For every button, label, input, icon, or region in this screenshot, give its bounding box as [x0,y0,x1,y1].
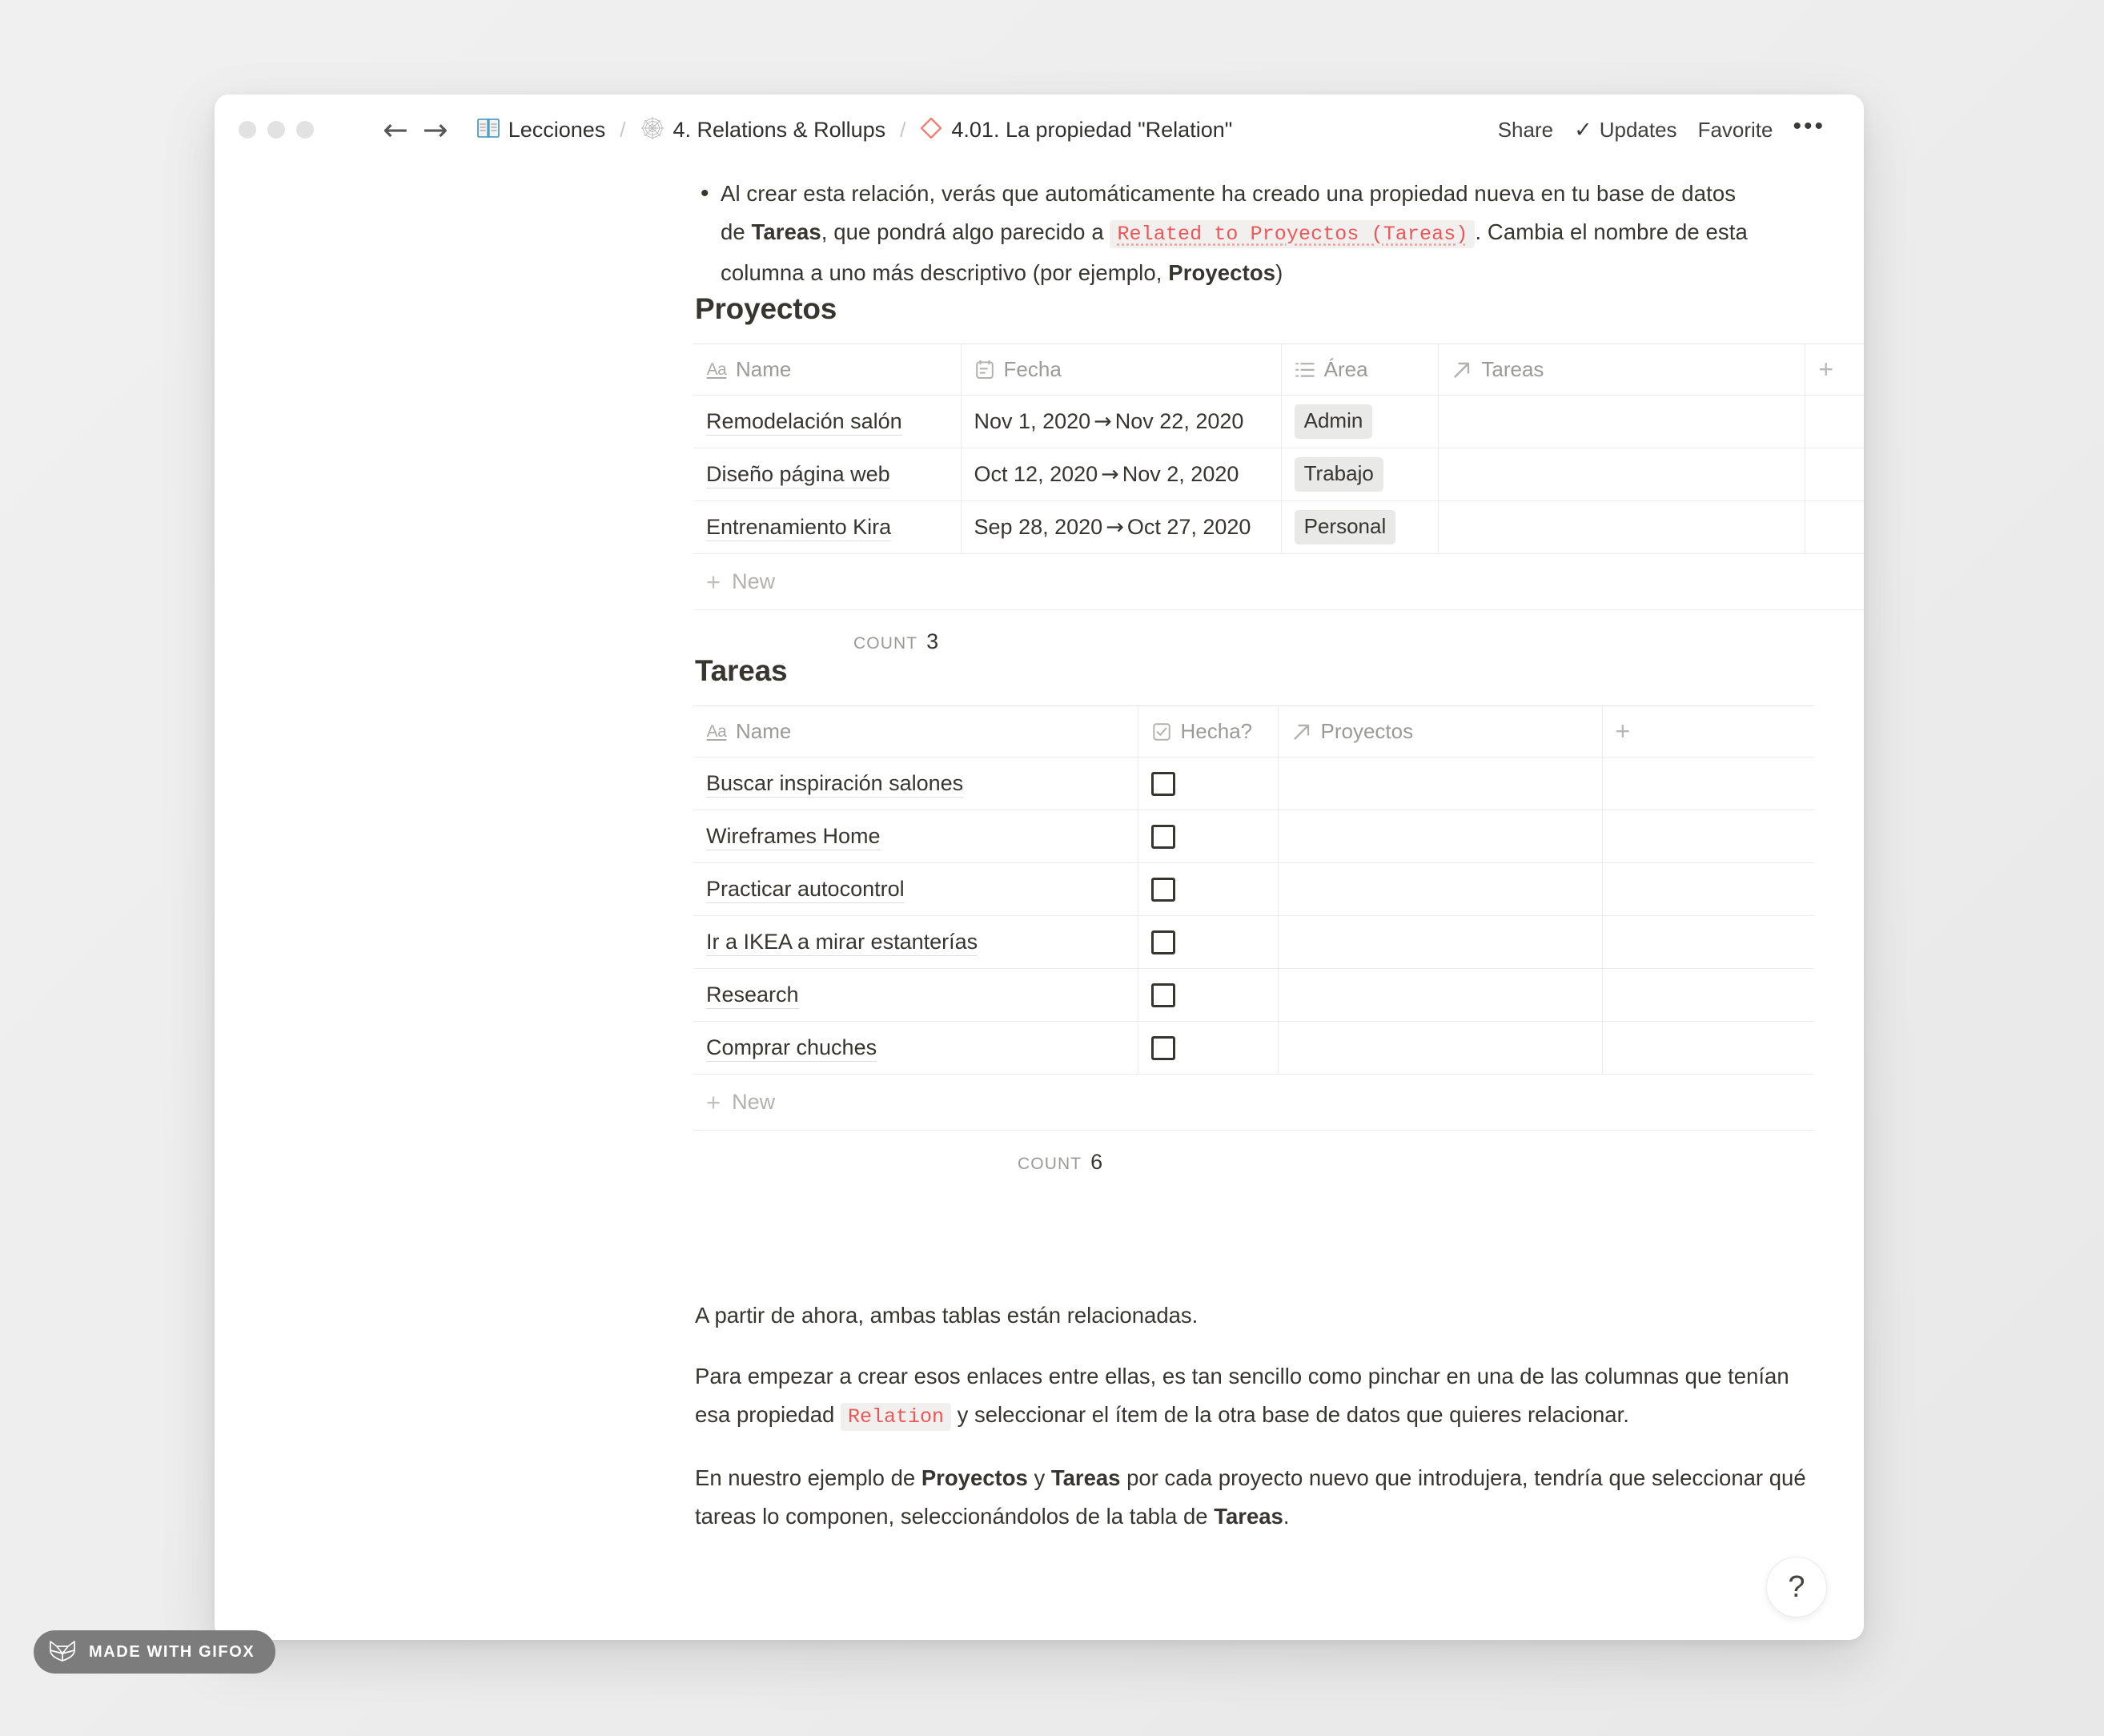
back-arrow-icon[interactable]: ← [383,112,408,147]
table-row[interactable] [693,501,1864,554]
date-end: Nov 2, 2020 [1122,462,1239,486]
cell-name[interactable] [693,969,1138,1022]
tareas-table [693,705,1814,1131]
checkbox-unchecked[interactable] [1151,983,1175,1007]
cell-name[interactable] [693,916,1138,969]
column-header-area[interactable] [1281,344,1439,396]
add-new-row-tareas[interactable] [693,1075,1814,1131]
plus-icon: + [706,568,721,596]
add-column-button-tareas[interactable] [1602,706,1814,757]
breadcrumb-separator-2: / [900,117,906,142]
breadcrumb [472,114,1238,147]
cell-tareas-relation[interactable] [1439,448,1805,501]
cell-spacer [1602,1022,1814,1075]
cell-spacer [1805,448,1864,501]
new-row-label: New [732,569,776,593]
bullet-item-text [721,175,1760,292]
paragraph-enlaces-part1: Para empezar a crear esos enlaces entre ellas, es tan sencillo como pinchar en una de las columnas que tenían esa propiedad [695,1364,1789,1427]
breadcrumb-item-relations-rollups[interactable] [636,114,891,147]
column-label-fecha: Fecha [1003,357,1062,381]
checkbox-unchecked[interactable] [1151,772,1175,796]
relation-arrow-icon [1452,360,1472,380]
paragraph-ejemplo-part3: por cada proyecto nuevo que introdujera, tendría que seleccionar qué tareas lo componen, seleccionándolos de la tabla de [695,1465,1806,1529]
column-header-name[interactable] [693,344,961,396]
row-title: Diseño página web [706,462,890,488]
cell-spacer [1805,501,1864,554]
checkbox-unchecked[interactable] [1151,825,1175,849]
cell-name[interactable] [693,1022,1138,1075]
table-row[interactable] [693,916,1814,969]
cell-proyectos-relation[interactable] [1278,863,1602,916]
tareas-table-body [693,757,1814,1131]
sidebar-toggle-icon[interactable] [333,125,363,135]
row-title: Research [706,983,799,1009]
bullet-list-item [695,175,1760,292]
bold-tareas-2: Tareas [1214,1504,1283,1529]
cell-name[interactable] [693,810,1138,863]
status-badge: Trabajo [1295,457,1383,492]
row-title: Remodelación salón [706,409,902,436]
help-button[interactable]: ? [1766,1557,1827,1617]
share-label: Share [1497,117,1554,142]
cell-area[interactable] [1281,501,1439,554]
cell-tareas-relation[interactable] [1439,396,1805,448]
updates-label: Updates [1599,117,1677,142]
breadcrumb-separator: / [620,117,626,142]
row-title: Ir a IKEA a mirar estanterías [706,930,978,956]
table-row[interactable] [693,396,1864,448]
cell-hecha[interactable] [1138,1022,1278,1075]
gifox-watermark [34,1630,275,1674]
fox-logo-icon [48,1638,77,1666]
database-proyectos [693,344,1864,654]
column-header-proyectos[interactable] [1278,706,1602,757]
cell-name[interactable] [693,448,961,501]
count-label: COUNT [853,634,918,653]
plus-icon: + [706,1088,721,1116]
cell-fecha[interactable] [961,448,1281,501]
status-badge: Personal [1295,510,1396,545]
header-actions [1488,110,1835,150]
bullet-marker: • [701,180,709,207]
calendar-icon [974,360,995,380]
breadcrumb-label-lecciones: Lecciones [508,117,606,142]
cell-area[interactable] [1281,396,1439,448]
bullet-text-part4: ) [1275,260,1283,285]
paragraph-enlaces [695,1357,1816,1437]
maximize-window-button[interactable] [296,121,314,139]
new-row-cell[interactable] [693,1075,1814,1131]
date-arrow: → [1094,409,1112,434]
inline-code-related-to: Related to Proyectos (Tareas) [1110,220,1475,248]
add-column-button-proyectos[interactable] [1805,344,1864,396]
proyectos-table-body [693,396,1864,610]
database-title-tareas: Tareas [695,654,788,687]
add-column-icon: + [1615,716,1631,745]
paragraph-relacionadas: A partir de ahora, ambas tablas están relacionadas. [695,1303,1199,1328]
check-icon: ✓ [1574,117,1592,143]
cell-spacer [1602,863,1814,916]
count-value: 3 [926,629,939,653]
cell-name[interactable] [693,863,1138,916]
database-tareas [693,705,1864,1175]
close-window-button[interactable] [239,121,256,139]
column-header-fecha[interactable] [961,344,1281,396]
checkbox-icon [1151,721,1172,742]
count-summary-tareas[interactable] [693,1131,1864,1175]
tareas-header-row [693,706,1814,757]
cell-spacer [1602,969,1814,1022]
breadcrumb-label-current-page: 4.01. La propiedad "Relation" [951,117,1233,142]
orange-diamond-icon [920,117,942,143]
updates-button[interactable] [1564,112,1687,148]
cell-fecha[interactable] [961,501,1281,554]
new-row-label: New [732,1090,776,1114]
new-row-cell[interactable] [693,554,1864,610]
count-summary-proyectos[interactable] [693,610,1864,654]
column-label-hecha: Hecha? [1180,719,1253,743]
checkbox-unchecked[interactable] [1151,878,1175,902]
paragraph-ejemplo-part4: . [1283,1504,1290,1529]
row-title: Buscar inspiración salones [706,771,963,798]
text-aa-icon: Aa [706,360,727,379]
bold-tareas: Tareas [1050,1465,1121,1490]
book-icon [477,118,500,143]
cell-name[interactable] [693,757,1138,810]
inline-code-relation: Relation [841,1403,951,1431]
forward-arrow-icon[interactable]: → [422,112,448,147]
column-header-name[interactable] [693,706,1138,757]
cell-proyectos-relation[interactable] [1278,916,1602,969]
traffic-light-controls [239,121,314,139]
paragraph-enlaces-part2: y seleccionar el ítem de la otra base de datos que quieres relacionar. [950,1402,1629,1427]
cell-hecha[interactable] [1138,757,1278,810]
minimize-window-button[interactable] [267,121,285,139]
column-label-name: Name [736,719,792,743]
row-title: Wireframes Home [706,824,881,850]
table-row[interactable] [693,448,1864,501]
date-arrow: → [1106,515,1124,540]
cell-proyectos-relation[interactable] [1278,1022,1602,1075]
table-row[interactable] [693,863,1814,916]
bullet-bold-proyectos: Proyectos [1168,260,1276,285]
bullet-text-part1: Al crear esta relación, verás que automáticamente ha creado una propiedad nueva en tu base de datos de [721,181,1737,244]
column-label-proyectos: Proyectos [1320,719,1414,743]
text-aa-icon: Aa [706,721,727,741]
add-column-icon: + [1818,354,1834,384]
date-start: Nov 1, 2020 [974,409,1091,433]
date-start: Oct 12, 2020 [974,462,1098,486]
table-row[interactable] [693,757,1814,810]
notion-window [215,94,1864,1640]
table-row[interactable] [693,810,1814,863]
page-body [215,175,1864,1536]
favorite-button[interactable] [1688,112,1784,148]
breadcrumb-item-current-page[interactable] [915,115,1237,146]
paragraph-ejemplo-part1: En nuestro ejemplo de [695,1465,922,1490]
proyectos-header-row [693,344,1864,396]
table-row[interactable] [693,1022,1814,1075]
window-titlebar [215,94,1864,165]
date-arrow: → [1101,462,1119,487]
checkbox-unchecked[interactable] [1151,1036,1175,1060]
column-label-tareas: Tareas [1481,357,1544,381]
date-end: Nov 22, 2020 [1114,409,1244,433]
column-label-name: Name [736,357,792,381]
cell-fecha[interactable] [961,396,1281,448]
bold-proyectos: Proyectos [921,1465,1028,1490]
bullet-text-part3: . Cambia el nombre de esta columna a uno más descriptivo (por ejemplo, [721,219,1748,285]
cell-spacer [1602,757,1814,810]
cell-name[interactable] [693,396,961,448]
row-title: Entrenamiento Kira [706,515,891,541]
cell-name[interactable] [693,501,961,554]
paragraph-ejemplo [695,1459,1816,1536]
cell-tareas-relation[interactable] [1439,501,1805,554]
cell-proyectos-relation[interactable] [1278,757,1602,810]
cell-proyectos-relation[interactable] [1278,969,1602,1022]
select-list-icon [1295,360,1315,380]
cell-spacer [1805,396,1864,448]
table-row[interactable] [693,969,1814,1022]
breadcrumb-item-lecciones[interactable] [472,115,611,145]
favorite-label: Favorite [1697,117,1773,142]
count-value: 6 [1090,1150,1103,1174]
cell-hecha[interactable] [1138,916,1278,969]
date-end: Oct 27, 2020 [1126,515,1251,539]
cell-spacer [1602,810,1814,863]
gifox-label: MADE WITH GIFOX [89,1642,255,1661]
more-options-icon[interactable]: ••• [1793,113,1825,139]
paragraph-ejemplo-part2: y [1027,1465,1051,1490]
cell-hecha[interactable] [1138,863,1278,916]
share-button[interactable] [1488,112,1564,148]
status-badge: Admin [1295,404,1373,439]
database-title-proyectos: Proyectos [695,292,837,325]
cell-spacer [1602,916,1814,969]
column-header-tareas[interactable] [1439,344,1805,396]
spider-web-icon [640,116,665,144]
add-new-row-proyectos[interactable] [693,554,1864,610]
relation-arrow-icon [1291,721,1312,742]
row-title: Practicar autocontrol [706,877,905,903]
row-title: Comprar chuches [706,1035,877,1062]
count-label: COUNT [1018,1155,1082,1173]
column-label-area: Área [1323,357,1368,381]
breadcrumb-label-relations-rollups: 4. Relations & Rollups [673,117,886,142]
cell-proyectos-relation[interactable] [1278,810,1602,863]
checkbox-unchecked[interactable] [1151,930,1175,954]
page-content [215,165,1864,1640]
cell-hecha[interactable] [1138,969,1278,1022]
bullet-bold-tareas: Tareas [751,219,821,244]
cell-area[interactable] [1281,448,1439,501]
proyectos-table [693,344,1864,610]
cell-hecha[interactable] [1138,810,1278,863]
column-header-hecha[interactable] [1138,706,1278,757]
bullet-text-part2: , que pondrá algo parecido a [821,219,1110,244]
date-start: Sep 28, 2020 [974,515,1103,539]
